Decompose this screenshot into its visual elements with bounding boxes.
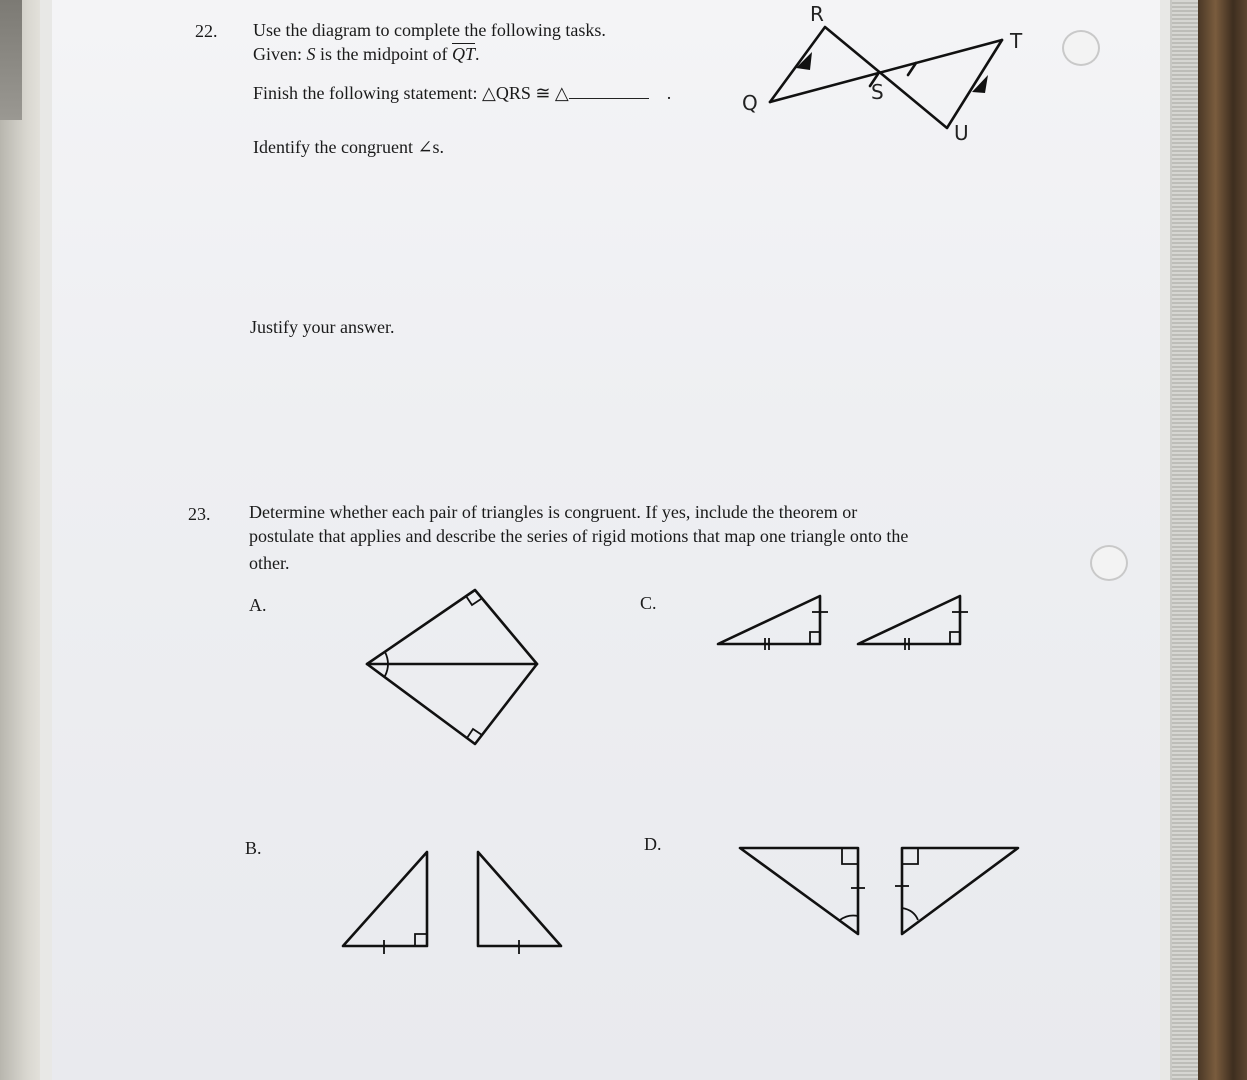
sheet-protector-edge-strip — [1170, 0, 1198, 1080]
punch-hole-top — [1062, 30, 1100, 66]
q22-identify-angles: Identify the congruent ∠s. — [253, 137, 445, 157]
label-u: U — [954, 121, 969, 145]
angle-arc-d1 — [840, 916, 858, 921]
part-d-figure — [730, 836, 1030, 946]
given-mid: is the midpoint of — [315, 44, 452, 64]
punch-hole-middle — [1090, 545, 1128, 581]
given-segment: $\overline{QT}$ — [452, 44, 476, 64]
triangle-b1 — [343, 852, 427, 946]
triangle-d1 — [740, 848, 858, 934]
right-angle-mark-c1 — [810, 632, 820, 644]
right-angle-mark-d1 — [842, 848, 858, 864]
angle-arc-d2 — [902, 908, 918, 920]
q23-line-2: postulate that applies and describe the series of rigid motions that map one triangle onto the — [249, 526, 909, 546]
part-a-label: A. — [249, 595, 267, 615]
zigzag-lines — [770, 27, 1002, 128]
part-c-figure — [708, 588, 978, 658]
q23-number: 23. — [188, 504, 211, 524]
q22-number: 22. — [195, 21, 218, 41]
triangle-b2 — [478, 852, 561, 946]
triangle-c1 — [718, 596, 820, 644]
given-end: . — [475, 44, 480, 64]
part-a-figure — [355, 578, 550, 753]
part-b-figure — [335, 842, 570, 962]
label-q: Q — [742, 91, 758, 115]
part-b-label: B. — [245, 838, 262, 858]
q22-instruction: Use the diagram to complete the following tasks. — [253, 20, 606, 40]
given-prefix: Given: — [253, 44, 307, 64]
q22-justify: Justify your answer. — [250, 317, 395, 337]
q22-statement — [253, 81, 671, 105]
label-s: S — [871, 80, 884, 104]
statement-text: Finish the following statement: △QRS ≅ △ — [253, 83, 569, 103]
q23-line-1: Determine whether each pair of triangles is congruent. If yes, include the theorem or — [249, 502, 858, 522]
answer-blank[interactable] — [569, 82, 649, 99]
q23-line-3: other. — [249, 553, 290, 573]
right-angle-mark-d2 — [902, 848, 918, 864]
right-angle-mark-top — [466, 596, 481, 605]
binder-corner-shadow — [0, 0, 22, 120]
label-r: R — [810, 2, 824, 26]
part-c-label: C. — [640, 593, 657, 613]
kite-outline — [367, 590, 537, 744]
part-d-label: D. — [644, 834, 662, 854]
statement-end: . — [666, 83, 672, 103]
right-angle-mark-b1 — [415, 934, 427, 946]
triangle-d2 — [902, 848, 1018, 934]
q22-diagram — [730, 0, 1050, 150]
segment-qt — [770, 40, 1002, 102]
triangle-c2 — [858, 596, 960, 644]
binder-spine — [0, 0, 45, 1080]
given-var: S — [306, 44, 316, 64]
right-angle-mark-c2 — [950, 632, 960, 644]
q22-given — [253, 42, 480, 66]
label-t: T — [1010, 29, 1023, 53]
